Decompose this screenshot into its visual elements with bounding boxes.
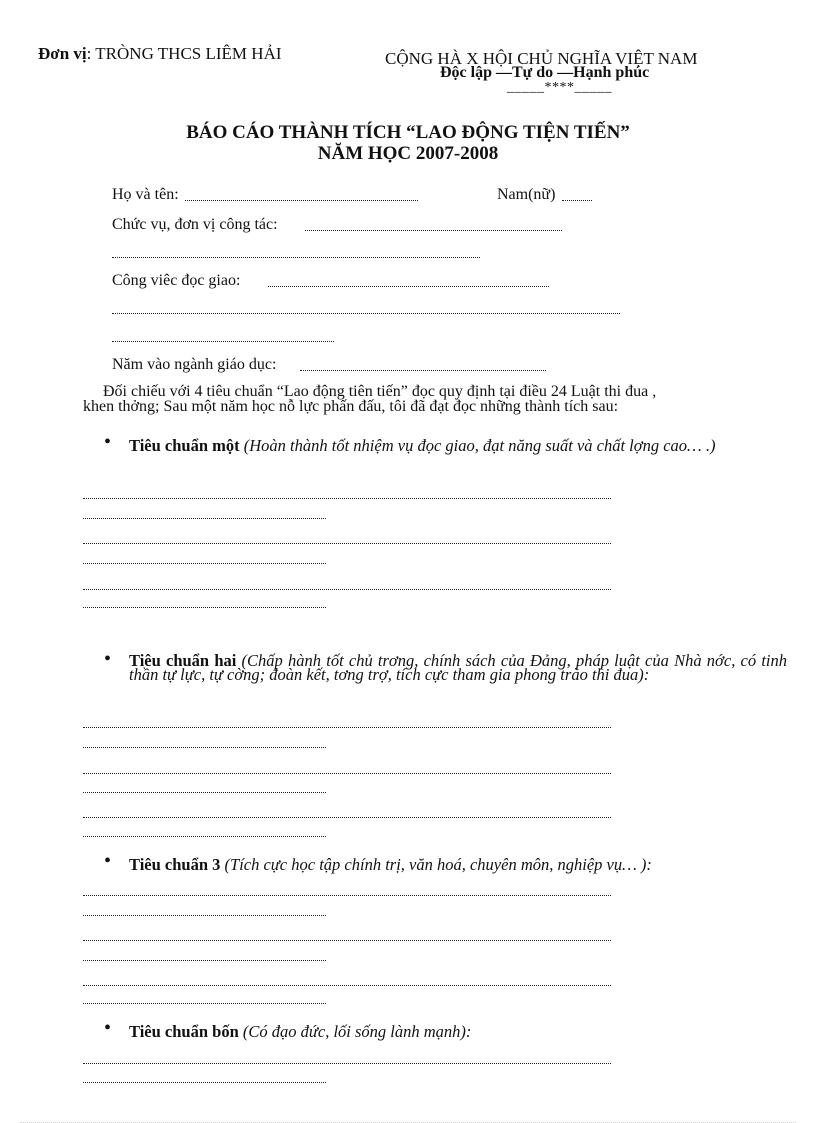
criterion-1-line-3[interactable] bbox=[83, 543, 611, 544]
criterion-2-line-2[interactable] bbox=[83, 747, 326, 748]
gender-fill-line[interactable] bbox=[562, 200, 592, 201]
intro-paragraph bbox=[83, 384, 788, 414]
nation-heading: CỘNG HÀ X HỘI CHỦ NGHĨA VIỆT NAM bbox=[385, 49, 698, 68]
criterion-3-label: Tiêu chuẩn 3 bbox=[129, 855, 221, 874]
criterion-2 bbox=[129, 651, 787, 684]
criterion-2-line-6[interactable] bbox=[83, 836, 326, 837]
motto: Độc lập —Tự do —Hạnh phúc bbox=[440, 64, 650, 81]
criterion-2-line-1[interactable] bbox=[83, 727, 611, 728]
work-label: Công viêc đọc giao: bbox=[112, 272, 241, 289]
criterion-1 bbox=[129, 436, 787, 456]
bullet-icon: • bbox=[104, 1017, 112, 1039]
work-fill-line-3[interactable] bbox=[112, 341, 334, 342]
criterion-1-line-1[interactable] bbox=[83, 498, 611, 499]
unit-label: Đơn vị bbox=[38, 44, 87, 63]
unit-value: : TRÒNG THCS LIÊM HẢI bbox=[86, 44, 282, 63]
intro-line-2: khen thởng; Sau một năm học nỗ lực phấn đấu, tôi đã đạt đọc những thành tích sau: bbox=[83, 398, 619, 415]
criterion-2-line-3[interactable] bbox=[83, 773, 611, 774]
criterion-3-line-4[interactable] bbox=[83, 960, 326, 961]
gender-label: Nam(nữ) bbox=[497, 186, 556, 203]
criterion-3-desc: (Tích cực học tập chính trị, văn hoá, chuyên môn, nghiệp vụ… ): bbox=[220, 855, 652, 874]
bullet-icon: • bbox=[104, 648, 112, 670]
criterion-1-label: Tiêu chuẩn một bbox=[129, 436, 240, 455]
criterion-2-line-4[interactable] bbox=[83, 792, 326, 793]
intro-line-1: Đối chiếu với 4 tiêu chuẩn “Lao động tiên tiến” đọc quy định tại điều 24 Luật thi đua , bbox=[103, 383, 657, 400]
position-label: Chức vụ, đơn vị công tác: bbox=[112, 216, 278, 233]
criterion-3-line-3[interactable] bbox=[83, 940, 611, 941]
position-fill-line[interactable] bbox=[305, 230, 562, 231]
criterion-2-line-5[interactable] bbox=[83, 817, 611, 818]
work-fill-line[interactable] bbox=[268, 286, 549, 287]
criterion-1-line-5[interactable] bbox=[83, 589, 611, 590]
criterion-1-desc: (Hoàn thành tốt nhiệm vụ đọc giao, đạt năng suất và chất lợng cao… .) bbox=[239, 436, 716, 455]
criterion-4-line-1[interactable] bbox=[83, 1063, 611, 1064]
unit-line bbox=[38, 44, 282, 64]
year-joined-label: Năm vào ngành giáo dục: bbox=[112, 356, 277, 373]
criterion-2-label: Tiêu chuẩn hai bbox=[129, 651, 237, 670]
criterion-1-line-6[interactable] bbox=[83, 607, 326, 608]
name-label: Họ và tên: bbox=[112, 186, 179, 203]
position-fill-line-2[interactable] bbox=[112, 257, 480, 258]
criterion-2-desc: (Chấp hành tốt chủ trơng, chính sách của Đảng, pháp luật của Nhà nớc, có tinh thần tự lực, tự cờng; đoàn kết, tơng trợ, tích cực tham gia phong trào thi đua): bbox=[129, 651, 787, 684]
bullet-icon: • bbox=[104, 431, 112, 453]
criterion-1-line-2[interactable] bbox=[83, 518, 326, 519]
work-fill-line-2[interactable] bbox=[112, 313, 620, 314]
criterion-3-line-5[interactable] bbox=[83, 985, 611, 986]
name-fill-line[interactable] bbox=[185, 200, 418, 201]
year-joined-fill-line[interactable] bbox=[300, 370, 546, 371]
report-title: BÁO CÁO THÀNH TÍCH “LAO ĐỘNG TIỆN TIẾN” bbox=[186, 122, 630, 143]
criterion-1-line-4[interactable] bbox=[83, 563, 326, 564]
school-year: NĂM HỌC 2007-2008 bbox=[317, 143, 499, 164]
criterion-3 bbox=[129, 855, 787, 875]
criterion-4-label: Tiêu chuẩn bốn bbox=[129, 1022, 239, 1041]
stars-divider: _____****_____ bbox=[507, 80, 612, 95]
bullet-icon: • bbox=[104, 850, 112, 872]
criterion-3-line-1[interactable] bbox=[83, 895, 611, 896]
criterion-4 bbox=[129, 1022, 787, 1042]
criterion-3-line-2[interactable] bbox=[83, 915, 326, 916]
criterion-4-line-2[interactable] bbox=[83, 1082, 326, 1083]
criterion-3-line-6[interactable] bbox=[83, 1003, 326, 1004]
criterion-4-desc: (Có đạo đức, lối sống lành mạnh): bbox=[238, 1022, 472, 1041]
